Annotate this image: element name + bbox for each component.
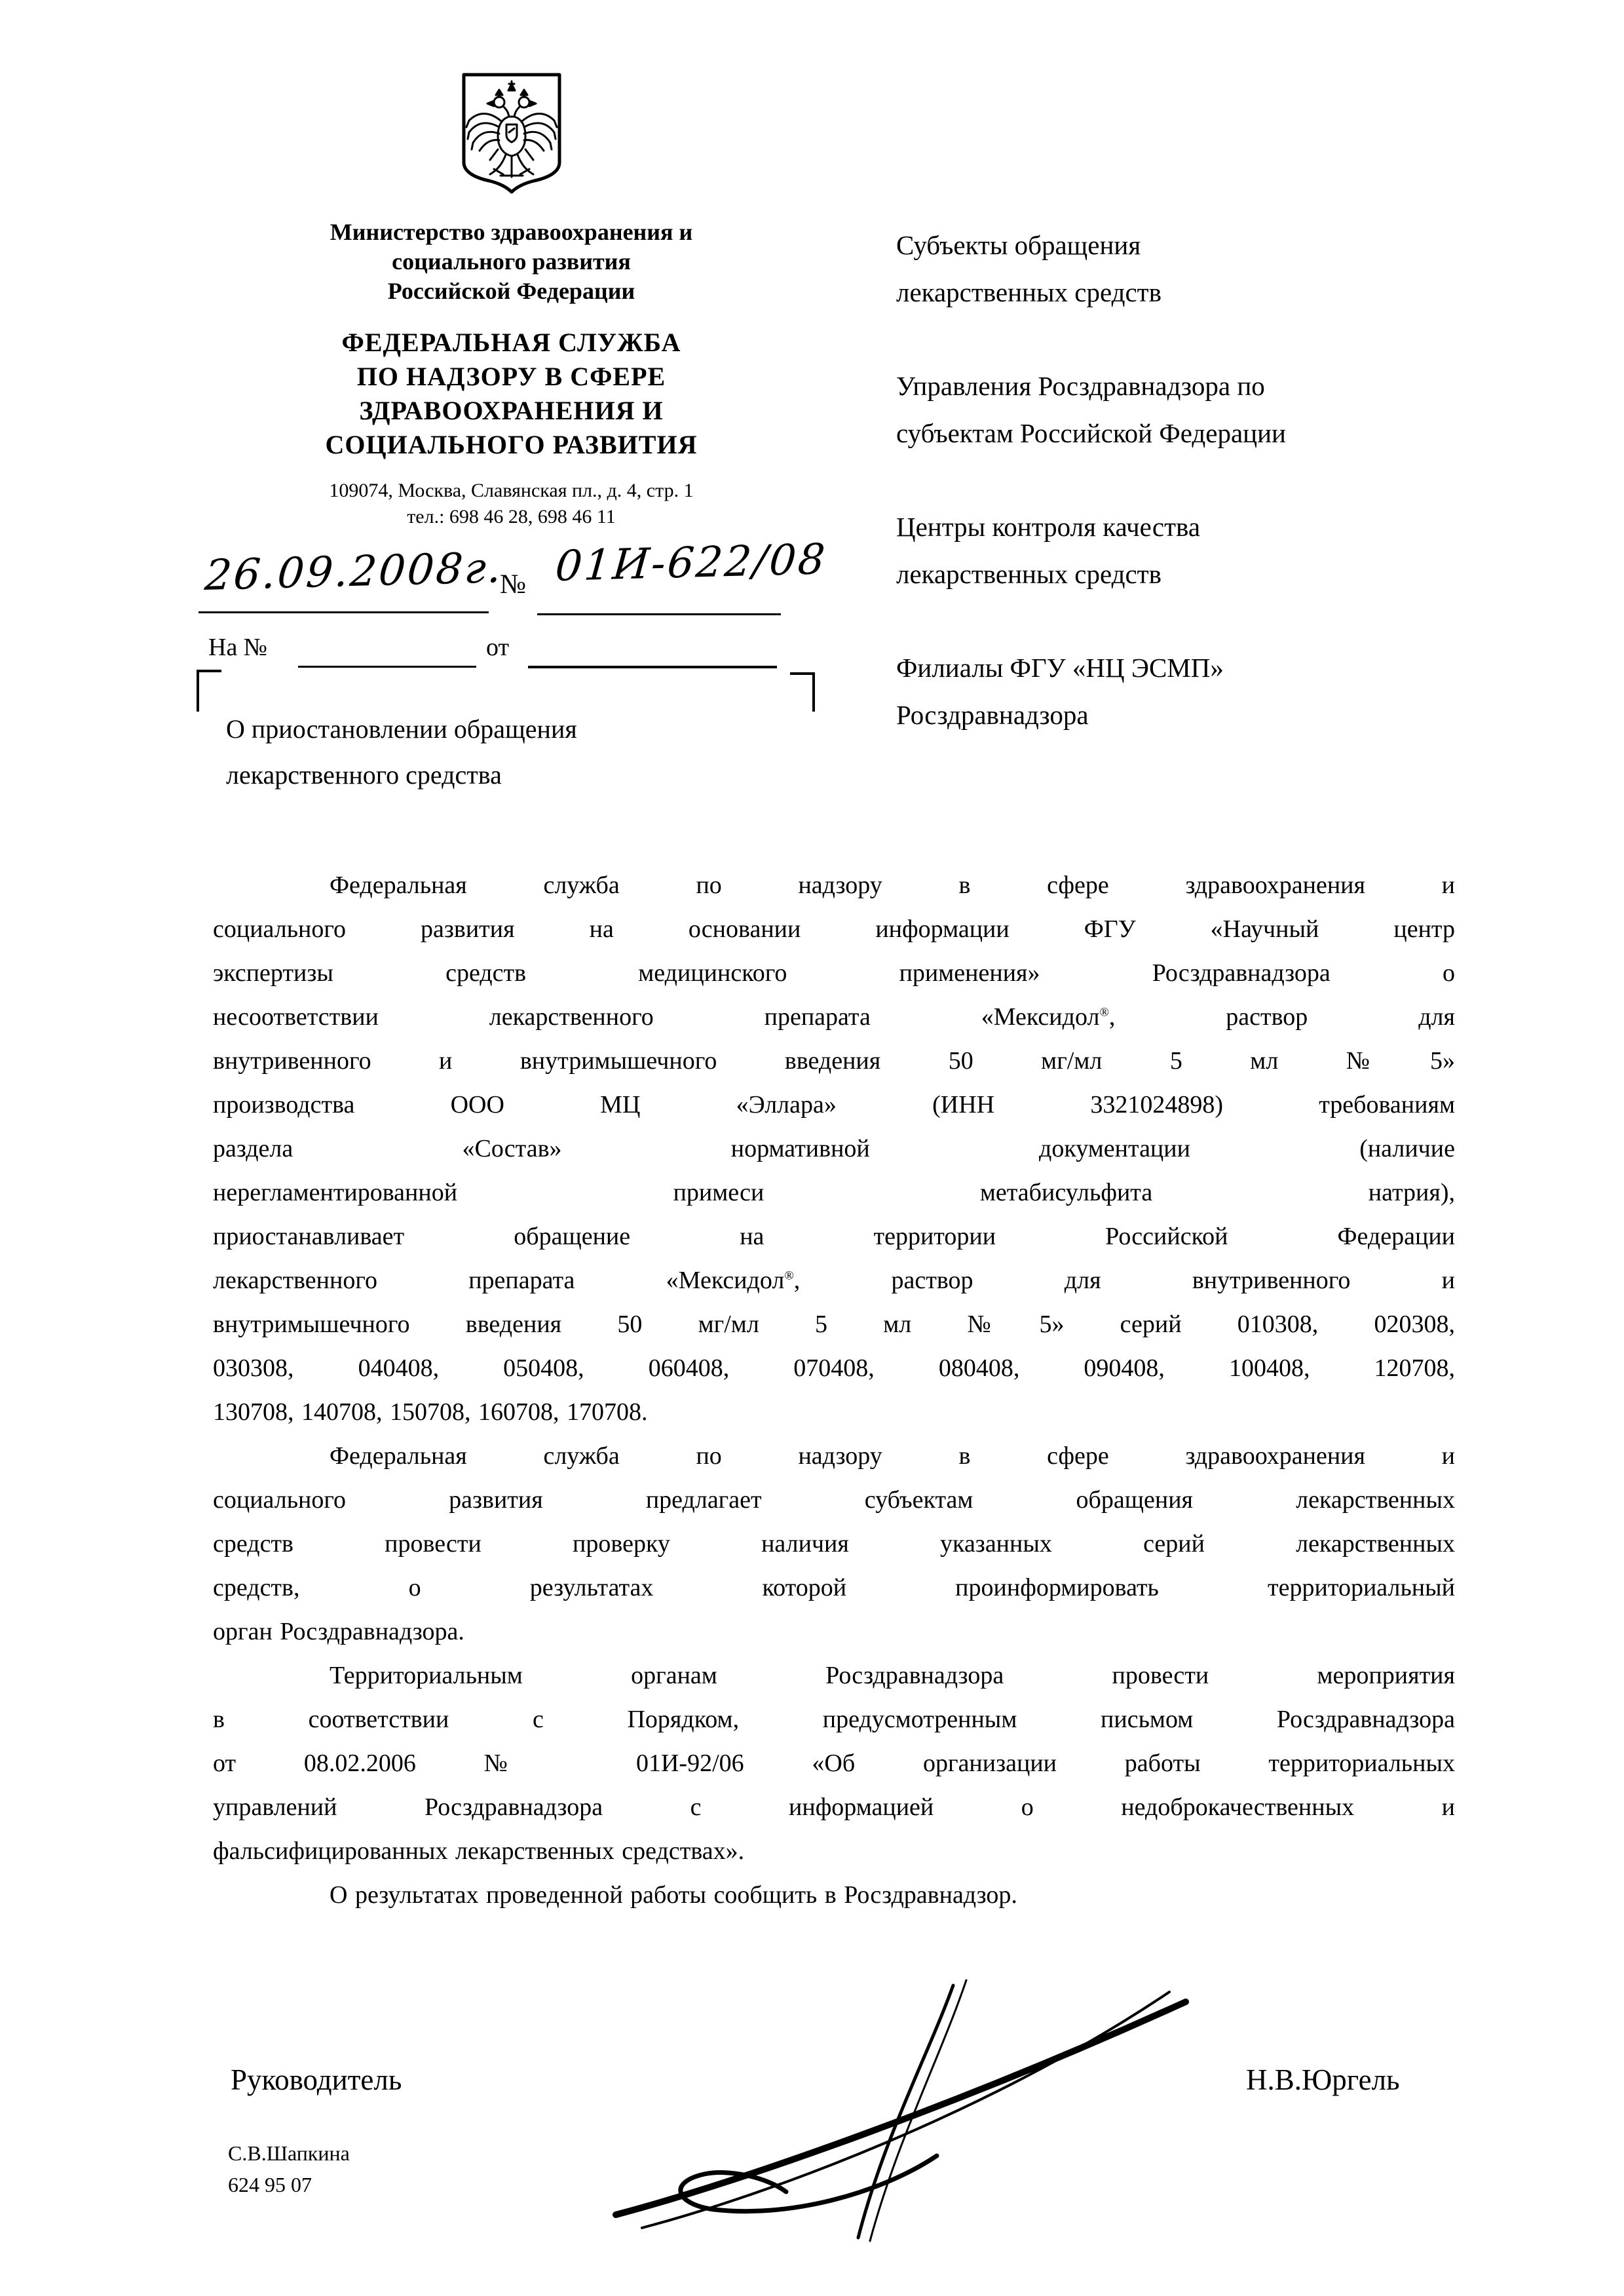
ministry-name — [202, 218, 821, 306]
recipient-line: Филиалы ФГУ «НЦ ЭСМП» — [896, 653, 1224, 683]
body-line: раздела «Состав» нормативной документации (наличие — [213, 1135, 1455, 1162]
executor-phone: 624 95 07 — [228, 2173, 312, 2196]
executor-name: С.В.Шапкина — [228, 2141, 350, 2165]
corner-bracket-left — [197, 670, 221, 712]
text-line: Министерство здравоохранения и — [330, 219, 693, 245]
number-sign: № — [500, 569, 527, 600]
recipient-line: лекарственных средств — [896, 559, 1161, 589]
registered-trademark-mark: ® — [1099, 1005, 1109, 1020]
recipient-line: Центры контроля качества — [896, 512, 1201, 542]
recipients-list — [896, 221, 1473, 785]
agency-phone: тел.: 698 46 28, 698 46 11 — [407, 506, 616, 527]
signature-scrawl — [570, 1966, 1245, 2248]
recipient-block — [896, 221, 1473, 316]
body-line: 130708, 140708, 150708, 160708, 170708. — [213, 1398, 648, 1426]
recipient-block — [896, 503, 1473, 598]
recipient-block — [896, 644, 1473, 738]
letterhead — [202, 71, 821, 530]
text-line: ФЕДЕРАЛЬНАЯ СЛУЖБА — [341, 328, 681, 357]
recipient-line: Росздравнадзора — [896, 700, 1089, 730]
signer-name: Н.В.Юргель — [1246, 2063, 1400, 2096]
reply-to-number-label: На № — [208, 634, 268, 661]
body-line: О результатах проведенной работы сообщить в Росздравнадзор. — [330, 1881, 1017, 1909]
body-line: социального развития на основании информации ФГУ «Научный центр — [213, 915, 1455, 943]
recipient-line: лекарственных средств — [896, 277, 1161, 307]
body-line: Федеральная служба по надзору в сфере здравоохранения и — [330, 1442, 1455, 1470]
corner-bracket-right — [790, 672, 815, 712]
agency-name — [202, 326, 821, 462]
date-underline — [198, 611, 489, 613]
recipient-block — [896, 362, 1473, 457]
recipient-line: Субъекты обращения — [896, 230, 1141, 260]
body-line: социального развития предлагает субъектам обращения лекарственных — [213, 1486, 1455, 1514]
letter-body — [213, 864, 1455, 1917]
body-line: орган Росздравнадзора. — [213, 1618, 464, 1645]
reply-date-blank — [528, 666, 777, 668]
text-line: ЗДРАВООХРАНЕНИЯ И — [359, 396, 664, 425]
body-paragraph — [213, 1873, 1455, 1917]
body-line: в соответствии с Порядком, предусмотренным письмом Росздравнадзора — [213, 1706, 1455, 1733]
body-paragraph — [213, 864, 1455, 1434]
body-line: лекарственного препарата «Мексидол®, раствор для внутривенного и — [213, 1267, 1455, 1294]
subject-line — [226, 706, 816, 798]
body-line: внутримышечного введения 50 мг/мл 5 мл №5» серий 010308, 020308, — [213, 1311, 1455, 1338]
text-line: СОЦИАЛЬНОГО РАЗВИТИЯ — [325, 430, 698, 459]
body-paragraph — [213, 1654, 1455, 1873]
agency-address: 109074, Москва, Славянская пл., д. 4, стр. 1 — [329, 480, 694, 501]
handwritten-outgoing-number: 01И-622/08 — [554, 535, 829, 591]
body-line: приостанавливает обращение на территории Российской Федерации — [213, 1223, 1455, 1250]
body-line: фальсифицированных лекарственных средствах». — [213, 1837, 745, 1865]
body-line: средств, о результатах которой проинформировать территориальный — [213, 1574, 1455, 1601]
registered-trademark-mark: ® — [784, 1269, 794, 1283]
reply-from-label: от — [486, 634, 510, 661]
text-line: О приостановлении обращения — [226, 714, 577, 744]
text-line: Российской Федерации — [387, 278, 635, 304]
russian-coat-of-arms-icon — [460, 71, 563, 195]
number-underline — [537, 613, 781, 615]
body-line: несоответствии лекарственного препарата «Мексидол®, раствор для — [213, 1003, 1455, 1031]
body-line: экспертизы средств медицинского применения» Росздравнадзора о — [213, 959, 1455, 987]
body-line: от 08.02.2006 № 01И-92/06 «Об организации работы территориальных — [213, 1750, 1455, 1777]
signer-title: Руководитель — [231, 2063, 402, 2096]
reply-number-blank — [298, 666, 476, 668]
body-line: внутривенного и внутримышечного введения 50 мг/мл 5 мл №5» — [213, 1047, 1455, 1075]
recipient-line: Управления Росздравнадзора по — [896, 371, 1265, 401]
body-line: Территориальным органам Росздравнадзора провести мероприятия — [330, 1662, 1455, 1689]
body-line: 030308, 040408, 050408, 060408, 070408, 080408, 090408, 100408, 120708, — [213, 1354, 1455, 1382]
body-paragraph — [213, 1434, 1455, 1654]
text-line: ПО НАДЗОРУ В СФЕРЕ — [356, 362, 666, 391]
body-line: управлений Росздравнадзора с информацией о недоброкачественных и — [213, 1793, 1455, 1821]
body-line: производства ООО МЦ «Эллара» (ИНН 3321024898) требованиям — [213, 1091, 1455, 1119]
body-line: нерегламентированной примеси метабисульфита натрия), — [213, 1179, 1455, 1206]
text-line: социального развития — [392, 248, 631, 275]
body-line: средств провести проверку наличия указанных серий лекарственных — [213, 1530, 1455, 1558]
text-line: лекарственного средства — [226, 760, 502, 790]
recipient-line: субъектам Российской Федерации — [896, 418, 1286, 448]
body-line: Федеральная служба по надзору в сфере здравоохранения и — [330, 871, 1455, 899]
handwritten-date: 26.09.2008г. — [203, 543, 505, 600]
